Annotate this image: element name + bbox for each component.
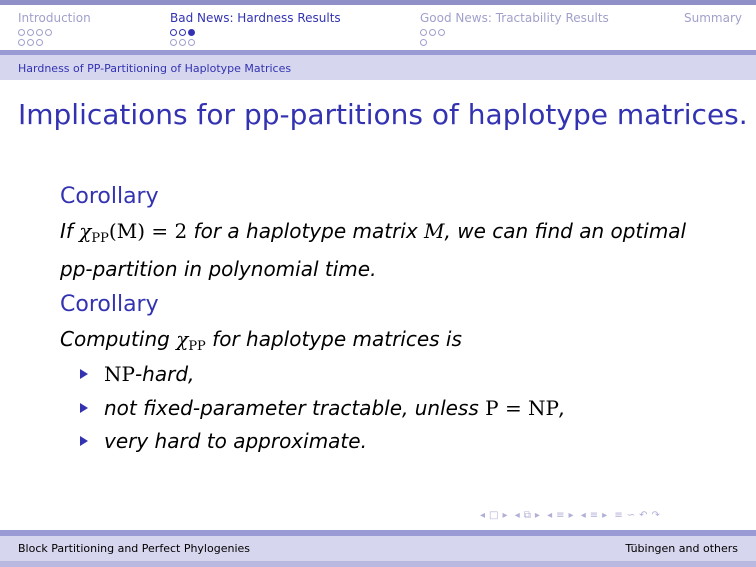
corollary-1-text: If — [60, 219, 80, 243]
subsection-icon[interactable]: ≡ — [556, 510, 565, 521]
item-text: not fixed-parameter tractable, unless — [104, 396, 486, 420]
frame-dot[interactable] — [179, 29, 186, 36]
frame-title: Implications for pp-partitions of haplotype matrices. — [18, 98, 748, 131]
corollary-1-text: , we can find an optimal pp-partition in polynomial time. — [60, 219, 687, 281]
nav-section-good-news[interactable]: Good News: Tractability Results — [420, 11, 609, 25]
prev-subsection-icon[interactable]: ◂ — [547, 510, 553, 521]
frame-dot[interactable] — [45, 29, 52, 36]
frame-dot[interactable] — [179, 39, 186, 46]
p-equals-np: P = NP — [485, 396, 560, 420]
nav-section-bad-news[interactable]: Bad News: Hardness Results — [170, 11, 341, 25]
chi-symbol: χ — [176, 327, 189, 351]
bullet-triangle-icon — [80, 436, 88, 446]
slide-icon[interactable]: □ — [489, 510, 499, 521]
item-text: -hard, — [134, 362, 195, 386]
back-icon[interactable]: ↶ — [639, 510, 648, 521]
frame-dot[interactable] — [429, 29, 436, 36]
subsection-bar — [0, 50, 756, 80]
good-news-frame-dots-row1 — [420, 29, 447, 36]
frame-icon[interactable]: ⧉ — [523, 510, 531, 521]
item-text: , — [559, 396, 566, 420]
section-navigation — [0, 0, 756, 50]
next-slide-icon[interactable]: ▸ — [502, 510, 508, 521]
corollary-2-body — [60, 324, 720, 362]
chi-symbol: χ — [79, 219, 92, 243]
next-frame-icon[interactable]: ▸ — [534, 510, 540, 521]
next-subsection-icon[interactable]: ▸ — [568, 510, 574, 521]
introduction-frame-dots-row2 — [18, 39, 45, 46]
section-icon[interactable]: ≡ — [589, 510, 599, 521]
search-icon[interactable]: ∽ — [626, 510, 636, 521]
bullet-triangle-icon — [80, 403, 88, 413]
frame-dot[interactable] — [438, 29, 445, 36]
bad-news-frame-dots-row2 — [170, 39, 197, 46]
footer-authors: Tübingen and others — [625, 542, 738, 555]
bullet-triangle-icon — [80, 369, 88, 379]
chi-subscript: PP — [91, 231, 109, 246]
corollary-1-body — [60, 216, 720, 284]
introduction-frame-dots-row1 — [18, 29, 54, 36]
current-frame-dot[interactable] — [188, 29, 195, 36]
forward-icon[interactable]: ↷ — [651, 510, 660, 521]
frame-dot[interactable] — [36, 39, 43, 46]
bad-news-frame-dots-row1 — [170, 29, 197, 36]
subsection-title: Hardness of PP-Partitioning of Haplotype Matrices — [18, 62, 292, 75]
nav-section-summary[interactable]: Summary — [684, 11, 742, 25]
chi-subscript: PP — [188, 339, 206, 354]
footer — [0, 530, 756, 567]
frame-dot[interactable] — [36, 29, 43, 36]
prev-slide-icon[interactable]: ◂ — [480, 510, 486, 521]
list-item — [80, 429, 367, 453]
frame-dot[interactable] — [18, 39, 25, 46]
corollary-2-title: Corollary — [60, 292, 159, 317]
corollary-1-title: Corollary — [60, 184, 159, 209]
matrix-symbol: M — [424, 219, 445, 243]
nav-section-introduction[interactable]: Introduction — [18, 11, 91, 25]
document-icon[interactable]: ≡ — [614, 510, 623, 521]
frame-dot[interactable] — [420, 39, 427, 46]
list-item — [80, 396, 565, 420]
corollary-2-text: for haplotype matrices is — [205, 327, 462, 351]
frame-dot[interactable] — [170, 39, 177, 46]
formula: (M) = 2 — [108, 219, 188, 243]
corollary-2-text: Computing — [60, 327, 177, 351]
good-news-frame-dots-row2 — [420, 39, 429, 46]
frame-dot[interactable] — [27, 29, 34, 36]
footer-title: Block Partitioning and Perfect Phylogenies — [18, 542, 250, 555]
prev-section-icon[interactable]: ◂ — [580, 510, 586, 521]
frame-dot[interactable] — [27, 39, 34, 46]
beamer-navigation-controls — [480, 510, 750, 526]
frame-dot[interactable] — [420, 29, 427, 36]
np-symbol: NP — [104, 362, 135, 386]
list-item — [80, 362, 194, 386]
next-section-icon[interactable]: ▸ — [602, 510, 608, 521]
item-text: very hard to approximate. — [104, 429, 367, 453]
frame-dot[interactable] — [188, 39, 195, 46]
prev-frame-icon[interactable]: ◂ — [514, 510, 520, 521]
frame-dot[interactable] — [18, 29, 25, 36]
corollary-1-text: for a haplotype matrix — [187, 219, 425, 243]
frame-dot[interactable] — [170, 29, 177, 36]
